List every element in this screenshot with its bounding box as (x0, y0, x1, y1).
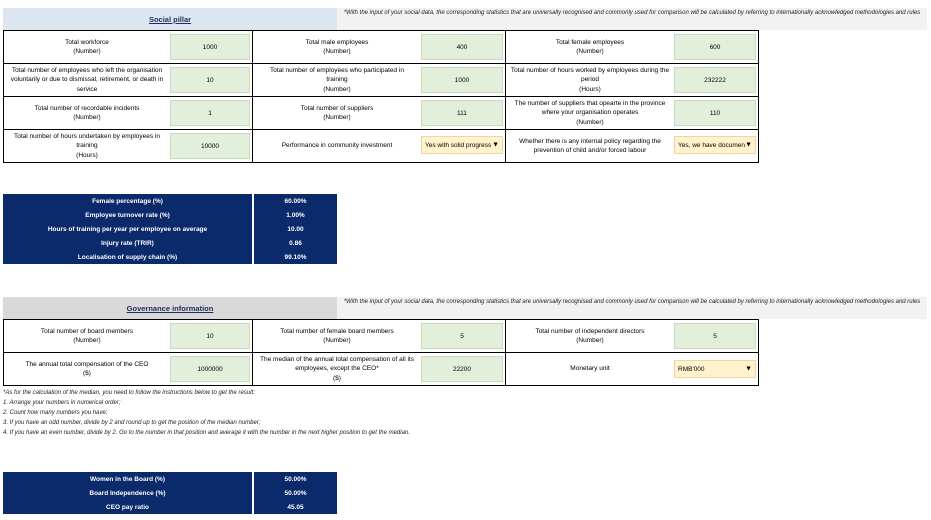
summary-label: CEO pay ratio (3, 500, 252, 514)
female-board-members-label: Total number of female board members (Number) (280, 327, 394, 344)
summary-divider (252, 194, 254, 264)
governance-title: Governance information (126, 303, 214, 313)
employees-trained-label: Total number of employees who participated in training (Number) (269, 66, 405, 93)
chevron-down-icon[interactable]: ▼ (745, 365, 752, 373)
social-pillar-header (3, 8, 337, 30)
summary-value: 99.10% (254, 250, 337, 264)
board-members-label: Total number of board members (Number) (40, 327, 134, 344)
independent-directors-label: Total number of independent directors (Number) (535, 327, 645, 344)
local-suppliers-input[interactable]: 110 (674, 100, 756, 126)
local-suppliers-label: The number of suppliers that opearte in the province where your organisation operates (Number) (514, 99, 666, 126)
summary-value: 50.00% (254, 486, 337, 500)
summary-label: Board Independence (%) (3, 486, 252, 500)
median-compensation-label: The median of the annual total compensation of all its employees, except the CEO* ($) (260, 355, 414, 382)
summary-label: Localisation of supply chain (%) (3, 250, 252, 264)
recordable-incidents-input[interactable]: 1 (170, 100, 250, 126)
summary-label: Women in the Board (%) (3, 472, 252, 486)
monetary-unit-label: Monetary unit (570, 365, 610, 373)
chevron-down-icon[interactable]: ▼ (492, 141, 499, 149)
instruction-line: 4. If you have an even number, divide by 2. Go to the number in that position and average it with the number in the next higher position to get the median. (3, 430, 410, 436)
median-compensation-input[interactable]: 22200 (421, 356, 503, 382)
recordable-incidents-label: Total number of recordable incidents (Number) (34, 104, 140, 121)
governance-summary-table (3, 472, 337, 514)
chevron-down-icon[interactable]: ▼ (745, 141, 752, 149)
social-summary-table (3, 194, 337, 264)
total-male-employees-input[interactable]: 400 (421, 34, 503, 60)
instruction-line: *As for the calculation of the median, you need to follow the instructions below to get the result: (3, 390, 255, 396)
hours-worked-input[interactable]: 232222 (674, 67, 756, 93)
summary-label: Injury rate (TRIR) (3, 236, 252, 250)
monetary-unit-select[interactable] (674, 360, 756, 378)
summary-value: 1.00% (254, 208, 337, 222)
monetary-unit-value: RMB'000 (678, 365, 705, 373)
employees-trained-input[interactable]: 1000 (421, 67, 503, 93)
summary-label: Employee turnover rate (%) (3, 208, 252, 222)
governance-header (3, 297, 337, 319)
ceo-compensation-input[interactable]: 1000000 (170, 356, 250, 382)
summary-divider (252, 472, 254, 514)
instruction-line: 2. Count how many numbers you have; (3, 410, 108, 416)
summary-value: 60.00% (254, 194, 337, 208)
training-hours-input[interactable]: 10000 (170, 133, 250, 159)
child-labour-policy-label: Whether there is any internal policy regarding the prevention of child and/or forced labour (519, 137, 661, 154)
child-labour-policy-value: Yes, we have documen (678, 141, 745, 149)
governance-note: *With the input of your social data, the corresponding statistics that are universally recognised and commonly used for comparison will be calculated by referring to internationally acknowledged methodologies and rules (337, 297, 927, 319)
summary-value: 45.05 (254, 500, 337, 514)
hours-worked-label: Total number of hours worked by employees during the period (Hours) (510, 66, 670, 93)
female-board-members-input[interactable]: 5 (421, 323, 503, 349)
summary-label: Female percentage (%) (3, 194, 252, 208)
instruction-line: 1. Arrange your numbers in numerical order; (3, 400, 121, 406)
employees-left-label: Total number of employees who left the organisation voluntarily or due to dismissal, retirement, or death in service (10, 66, 164, 93)
board-members-input[interactable]: 10 (170, 323, 250, 349)
summary-value: 0.86 (254, 236, 337, 250)
community-investment-select[interactable] (421, 136, 503, 154)
total-workforce-label: Total workforce (Number) (65, 38, 109, 55)
community-investment-label: Performance in community investment (281, 142, 393, 150)
community-investment-value: Yes with solid progress (425, 141, 492, 149)
social-note: *With the input of your social data, the corresponding statistics that are universally recognised and commonly used for comparison will be calculated by referring to internationally acknowledged methodologies and rules (337, 8, 927, 30)
total-suppliers-label: Total number of suppliers (Number) (300, 104, 374, 121)
instruction-line: 3. If you have an odd number, divide by 2 and round up to get the position of the median number; (3, 420, 261, 426)
ceo-compensation-label: The annual total compensation of the CEO ($) (25, 360, 149, 377)
median-instructions (3, 388, 703, 440)
employees-left-input[interactable]: 10 (170, 67, 250, 93)
child-labour-policy-select[interactable] (674, 136, 756, 154)
summary-value: 50.00% (254, 472, 337, 486)
training-hours-label: Total number of hours undertaken by employees in training (Hours) (14, 132, 160, 159)
total-male-employees-label: Total male employees (Number) (305, 38, 369, 55)
total-workforce-input[interactable]: 1000 (170, 34, 250, 60)
social-pillar-title: Social pillar (148, 14, 192, 24)
total-female-employees-input[interactable]: 600 (674, 34, 756, 60)
independent-directors-input[interactable]: 5 (674, 323, 756, 349)
summary-label: Hours of training per year per employee on average (3, 222, 252, 236)
summary-value: 10.00 (254, 222, 337, 236)
total-female-employees-label: Total female employees (Number) (555, 38, 625, 55)
total-suppliers-input[interactable]: 111 (421, 100, 503, 126)
